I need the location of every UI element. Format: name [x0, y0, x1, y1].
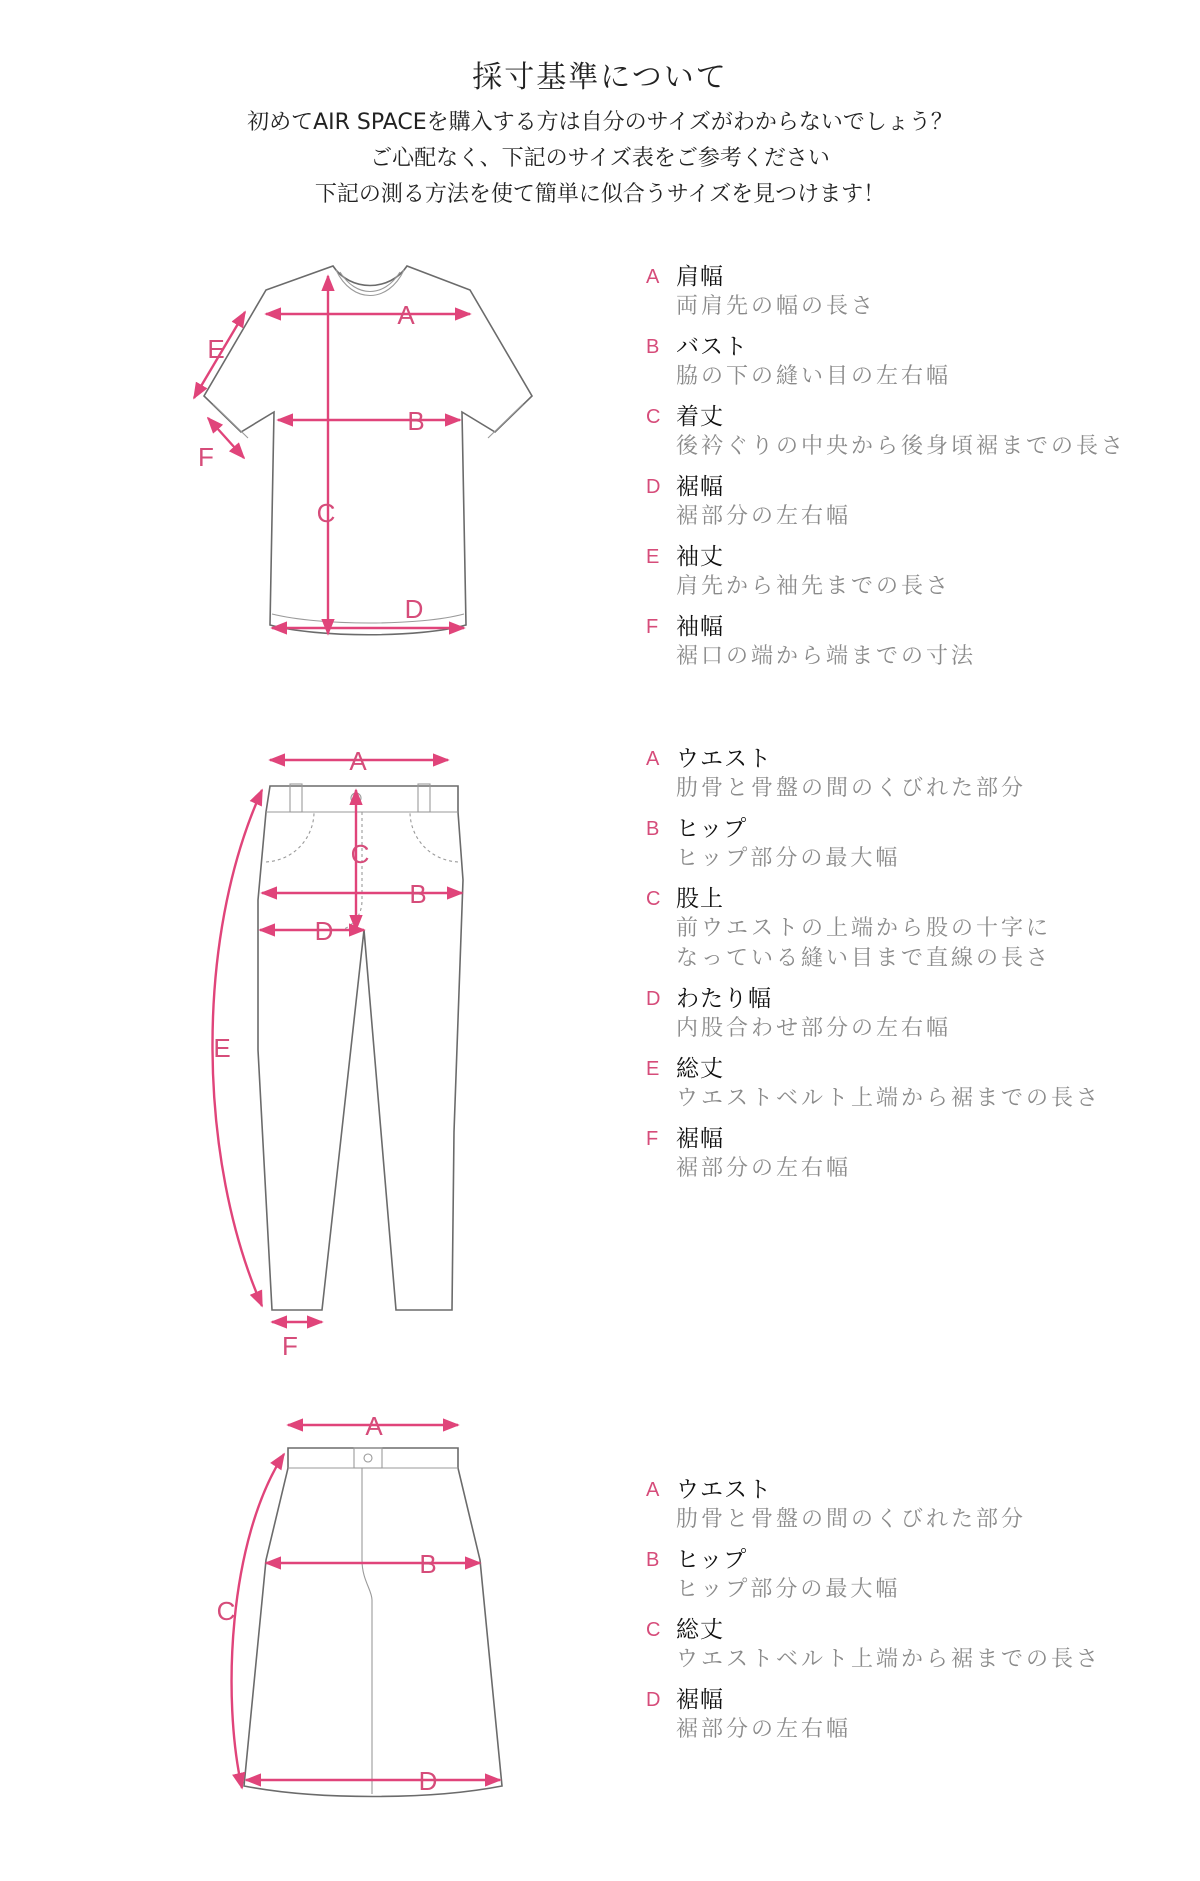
legend-letter: A — [646, 1479, 660, 1501]
skirt-illustration — [217, 1411, 502, 1797]
legend-item — [646, 1054, 1176, 1114]
legend-desc: 後衿ぐりの中央から後身頃裾までの長さ — [676, 434, 1127, 459]
legend-letter: A — [646, 266, 660, 288]
legend-item — [646, 1124, 1176, 1184]
legend-letter: C — [646, 406, 661, 428]
legend-name: 総丈 — [676, 1617, 724, 1643]
pants-label-b: B — [409, 879, 427, 909]
pants-label-d: D — [314, 916, 334, 946]
legend-name: 裾幅 — [676, 1687, 724, 1713]
legend-name: ウエスト — [676, 1477, 772, 1503]
legend-letter: B — [646, 818, 660, 840]
page-title: 採寸基準について — [472, 60, 728, 95]
legend-item — [646, 814, 1176, 874]
legend-letter: C — [646, 888, 661, 910]
legend-desc: ヒップ部分の最大幅 — [676, 1577, 901, 1602]
pants-label-c: C — [350, 839, 370, 869]
legend-letter: B — [646, 336, 660, 358]
skirt-front-seam — [362, 1468, 372, 1600]
intro-line: 下記の測る方法を使て簡単に似合うサイズを見つけます！ — [314, 182, 886, 207]
legend-item — [646, 1545, 1176, 1605]
tshirt-label-c: C — [316, 498, 336, 528]
tshirt-collar — [340, 272, 400, 292]
legend-desc: ヒップ部分の最大幅 — [676, 846, 901, 871]
legend-item — [646, 1685, 1176, 1745]
pants-legend — [646, 744, 1176, 1184]
legend-item — [646, 1615, 1176, 1675]
skirt-outline — [244, 1448, 502, 1797]
skirt-label-c: C — [216, 1596, 236, 1626]
legend-item — [646, 744, 1176, 804]
pants-pocket-left — [266, 812, 314, 862]
intro-line: ご心配なく、下記のサイズ表をご参考ください — [370, 146, 830, 171]
tshirt-label-e: E — [207, 334, 225, 364]
legend-letter: E — [646, 546, 660, 568]
legend-name: わたり幅 — [676, 986, 772, 1012]
legend-name: 袖丈 — [676, 544, 724, 570]
legend-letter: D — [646, 988, 661, 1010]
legend-name: 股上 — [676, 886, 724, 912]
legend-letter: A — [646, 748, 660, 770]
legend-name: 総丈 — [676, 1056, 724, 1082]
legend-name: 着丈 — [676, 404, 724, 430]
legend-letter: E — [646, 1058, 660, 1080]
legend-desc: 前ウエストの上端から股の十字に なっている縫い目まで直線の長さ — [676, 916, 1052, 971]
legend-name: バスト — [676, 334, 748, 360]
legend-letter: C — [646, 1619, 661, 1641]
legend-letter: D — [646, 476, 661, 498]
pants-belt-loop-left — [290, 784, 302, 812]
skirt-label-a: A — [365, 1411, 383, 1441]
pants-pocket-right — [410, 812, 458, 862]
legend-desc: ウエストベルト上端から裾までの長さ — [676, 1086, 1102, 1111]
legend-name: ヒップ — [676, 816, 748, 842]
tshirt-label-f: F — [198, 442, 214, 472]
legend-name: 肩幅 — [676, 264, 724, 290]
tshirt-label-a: A — [397, 300, 415, 330]
tshirt-left-sleeve-hem — [213, 404, 248, 438]
legend-desc: 脇の下の縫い目の左右幅 — [676, 364, 952, 389]
legend-name: ウエスト — [676, 746, 772, 772]
legend-desc: 裾部分の左右幅 — [676, 1156, 852, 1181]
skirt-legend — [646, 1475, 1176, 1745]
legend-name: 袖幅 — [676, 614, 724, 640]
legend-item — [646, 402, 1176, 462]
tshirt-illustration — [194, 266, 532, 635]
tshirt-hem-stitch — [272, 614, 464, 623]
legend-item — [646, 984, 1176, 1044]
tshirt-right-sleeve-hem — [488, 404, 523, 438]
skirt-label-d: D — [418, 1766, 438, 1796]
pants-illustration — [212, 746, 463, 1361]
legend-name: 裾幅 — [676, 474, 724, 500]
tshirt-label-b: B — [407, 406, 425, 436]
legend-item — [646, 262, 1176, 322]
pants-belt-loop-right — [418, 784, 430, 812]
pants-label-f: F — [282, 1331, 298, 1361]
legend-letter: F — [646, 1128, 659, 1150]
legend-desc: ウエストベルト上端から裾までの長さ — [676, 1647, 1102, 1672]
legend-item — [646, 612, 1176, 672]
tshirt-legend — [646, 262, 1176, 672]
legend-desc: 肋骨と骨盤の間のくびれた部分 — [676, 776, 1027, 801]
legend-item — [646, 1475, 1176, 1535]
legend-desc: 裾口の端から端までの寸法 — [676, 644, 977, 669]
legend-desc: 裾部分の左右幅 — [676, 504, 852, 529]
pants-label-a: A — [349, 746, 367, 776]
intro-line: 初めてAIR SPACEを購入する方は自分のサイズがわからないでしょう？ — [247, 110, 953, 135]
legend-desc: 両肩先の幅の長さ — [676, 294, 877, 319]
skirt-label-b: B — [419, 1549, 437, 1579]
legend-desc: 肋骨と骨盤の間のくびれた部分 — [676, 1507, 1027, 1532]
legend-item — [646, 472, 1176, 532]
tshirt-body-outline — [204, 266, 532, 635]
legend-letter: D — [646, 1689, 661, 1711]
legend-desc: 肩先から袖先までの長さ — [676, 574, 952, 599]
legend-desc: 内股合わせ部分の左右幅 — [676, 1016, 952, 1041]
legend-desc: 裾部分の左右幅 — [676, 1717, 852, 1742]
legend-item — [646, 542, 1176, 602]
tshirt-label-d: D — [404, 594, 424, 624]
legend-item — [646, 332, 1176, 392]
skirt-measure-c — [232, 1454, 284, 1788]
legend-item — [646, 884, 1176, 974]
pants-fly — [342, 812, 362, 930]
skirt-button — [364, 1454, 372, 1462]
legend-name: ヒップ — [676, 1547, 748, 1573]
pants-label-e: E — [213, 1033, 231, 1063]
legend-letter: F — [646, 616, 659, 638]
legend-name: 裾幅 — [676, 1126, 724, 1152]
skirt-waist-tab — [354, 1448, 382, 1468]
legend-letter: B — [646, 1549, 660, 1571]
